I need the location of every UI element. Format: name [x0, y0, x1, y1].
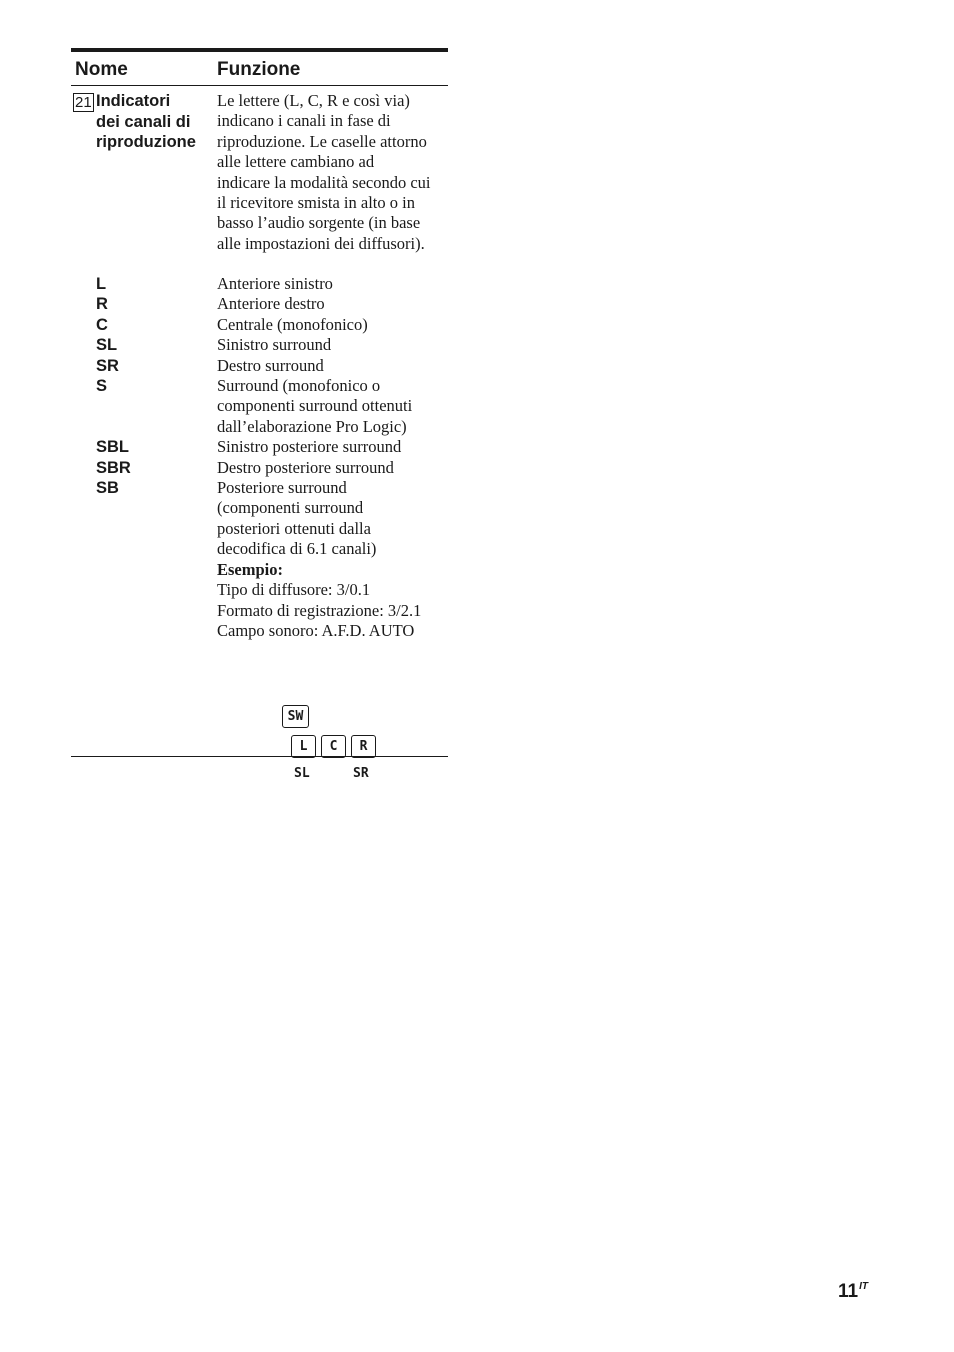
- speaker-label-sr: SR: [353, 766, 369, 781]
- channel-code: R: [96, 295, 108, 314]
- item-name: [96, 91, 216, 153]
- item-name-line: riproduzione: [96, 133, 196, 151]
- channel-code: L: [96, 275, 107, 293]
- table-header-row: [71, 52, 448, 86]
- description-line: alle lettere cambiano ad: [217, 152, 375, 172]
- channel-meaning: Anteriore sinistro: [217, 274, 333, 293]
- page-number: [838, 1281, 868, 1303]
- channel-code: SL: [96, 336, 118, 355]
- channel-meaning: Destro surround: [217, 355, 324, 375]
- page-language-suffix: IT: [859, 1281, 868, 1292]
- channel-meaning: Destro posteriore surround: [217, 457, 394, 477]
- header-nome: Nome: [75, 59, 128, 80]
- speaker-box-r: R: [351, 735, 376, 758]
- channel-meaning: Posteriore surround: [217, 478, 347, 498]
- channel-code: S: [96, 376, 108, 395]
- speaker-box-l: L: [291, 735, 316, 758]
- channel-codes: [96, 274, 131, 498]
- item-description: [217, 91, 451, 254]
- description-line: Le lettere (L, C, R e così via): [217, 91, 410, 110]
- channel-meaning: dall’elaborazione Pro Logic): [217, 416, 407, 436]
- channel-meaning: posteriori ottenuti dalla: [217, 518, 371, 538]
- channel-meaning: (componenti surround: [217, 498, 364, 518]
- channel-code: SBL: [96, 438, 129, 457]
- channel-code: SB: [96, 478, 119, 497]
- channel-code: C: [96, 315, 108, 334]
- item-name-line: Indicatori: [96, 92, 171, 110]
- description-line: indicano i canali in fase di: [217, 111, 391, 131]
- header-funzione: Funzione: [217, 59, 301, 80]
- channel-meanings: [217, 274, 451, 641]
- channel-code: SR: [96, 356, 119, 375]
- channel-meaning: decodifica di 6.1 canali): [217, 539, 377, 559]
- example-label: Esempio:: [217, 559, 283, 579]
- item-number-badge: 21: [75, 94, 92, 111]
- description-line: riproduzione. Le caselle attorno: [217, 131, 427, 151]
- channel-meaning: Centrale (monofonico): [217, 314, 368, 334]
- description-line: il ricevitore smista in alto o in: [217, 193, 415, 213]
- function-table: [71, 48, 448, 781]
- description-line: basso l’audio sorgente (in base: [217, 213, 421, 233]
- page-number-value: 11: [838, 1281, 859, 1302]
- speaker-box-c: C: [321, 735, 346, 758]
- speaker-box-sw: SW: [282, 705, 309, 728]
- item-name-line: dei canali di: [96, 112, 191, 131]
- example-line: Tipo di diffusore: 3/0.1: [217, 580, 371, 600]
- example-line: Formato di registrazione: 3/2.1: [217, 600, 422, 620]
- channel-meaning: Sinistro surround: [217, 335, 332, 355]
- channel-meaning: Surround (monofonico o: [217, 376, 381, 396]
- description-line: alle impostazioni dei diffusori).: [217, 233, 425, 253]
- speaker-indicator-diagram: [71, 669, 448, 781]
- channel-code: SBR: [96, 458, 131, 477]
- channel-meaning: Sinistro posteriore surround: [217, 437, 402, 457]
- example-line: Campo sonoro: A.F.D. AUTO: [217, 620, 415, 640]
- channel-meaning: componenti surround ottenuti: [217, 396, 413, 416]
- table-body: [71, 86, 448, 781]
- speaker-label-sl: SL: [294, 766, 310, 781]
- description-line: indicare la modalità secondo cui: [217, 172, 431, 192]
- channel-meaning: Anteriore destro: [217, 294, 325, 314]
